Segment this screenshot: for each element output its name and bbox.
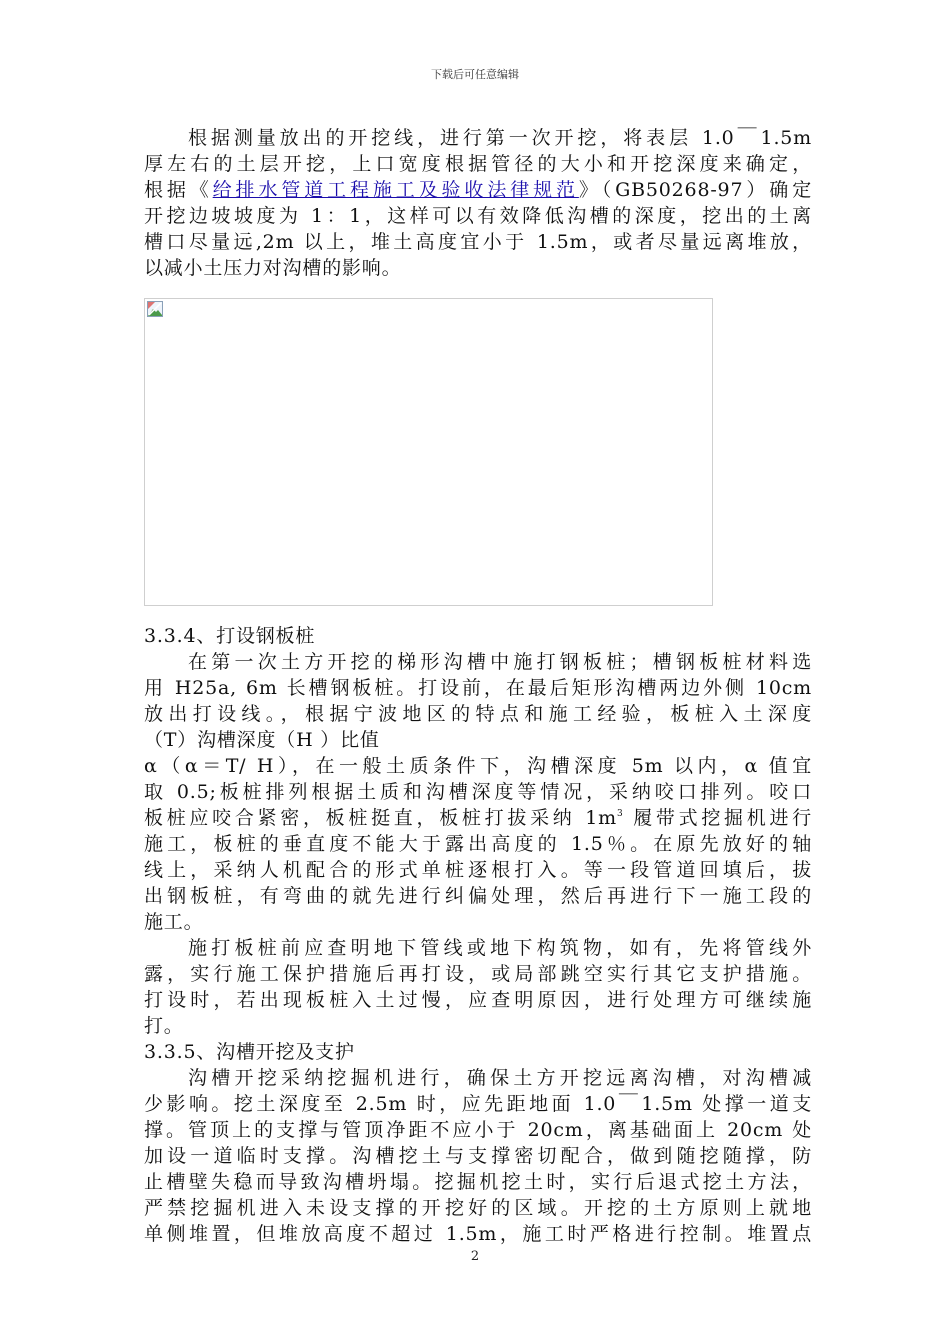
text-line: 严禁挖掘机进入未设支撑的开挖好的区域。开挖的土方原则上就地 (144, 1197, 812, 1219)
text-span: 板桩应咬合紧密，板桩挺直，板桩打拔采纳 1m (144, 807, 617, 829)
text-line: 少影响。挖土深度至 2.5m 时，应先距地面 1.0￣1.5m 处撑一道支 (144, 1093, 812, 1115)
broken-image-icon (147, 301, 163, 317)
text-line: 撑。管顶上的支撑与管顶净距不应小于 20cm，离基础面上 20cm 处 (144, 1119, 812, 1141)
section-heading: 3.3.5、沟槽开挖及支护 (144, 1041, 355, 1063)
embedded-image-placeholder (144, 298, 713, 606)
text-line (144, 178, 812, 202)
text-line: 根据测量放出的开挖线，进行第一次开挖，将表层 1.0￣1.5m (188, 127, 812, 149)
text-span: 根据《 (144, 179, 213, 201)
page-number: 2 (470, 1249, 480, 1264)
text-line: 取 0.5;板桩排列根据土质和沟槽深度等情况，采纳咬口排列。咬口 (144, 781, 812, 803)
text-span: 履带式挖掘机进行 (623, 807, 812, 829)
text-line: 在第一次土方开挖的梯形沟槽中施打钢板桩；槽钢板桩材料选 (188, 651, 812, 673)
text-line: 止槽壁失稳而导致沟槽坍塌。挖掘机挖土时，实行后退式挖土方法， (144, 1171, 812, 1193)
superscript: 3 (616, 809, 624, 819)
text-line: 出钢板桩，有弯曲的就先进行纠偏处理，然后再进行下一施工段的 (144, 885, 812, 907)
text-line: 施打板桩前应查明地下管线或地下构筑物，如有，先将管线外 (188, 937, 812, 959)
text-line: 线上，采纳人机配合的形式单桩逐根打入。等一段管道回填后，拔 (144, 859, 812, 881)
standard-link[interactable]: 给排水管道工程施工及验收法律规范 (212, 179, 579, 201)
text-line (144, 806, 812, 830)
text-line: α（α＝T/ H），在一般土质条件下，沟槽深度 5m 以内，α 值宜 (144, 755, 812, 777)
text-line: 单侧堆置，但堆放高度不超过 1.5m，施工时严格进行控制。堆置点 (144, 1223, 812, 1245)
text-line: 厚左右的土层开挖，上口宽度根据管径的大小和开挖深度来确定， (144, 153, 812, 175)
text-line: 打。 (144, 1015, 184, 1037)
text-line: 加设一道临时支撑。沟槽挖土与支撑密切配合，做到随挖随撑，防 (144, 1145, 812, 1167)
text-line: 施工，板桩的垂直度不能大于露出高度的 1.5％。在原先放好的轴 (144, 833, 812, 855)
text-line: 打设时，若出现板桩入土过慢，应查明原因，进行处理方可继续施 (144, 989, 812, 1011)
text-line: 以减小土压力对沟槽的影响。 (144, 257, 402, 279)
text-line: 槽口尽量远,2m 以上，堆土高度宜小于 1.5m，或者尽量远离堆放， (144, 231, 812, 253)
text-line: 用 H25a, 6m 长槽钢板桩。打设前，在最后矩形沟槽两边外侧 10cm (144, 677, 812, 699)
text-line: （T）沟槽深度（H ）比值 (144, 729, 380, 751)
section-heading: 3.3.4、打设钢板桩 (144, 625, 316, 647)
text-line: 放出打设线。，根据宁波地区的特点和施工经验，板桩入土深度 (144, 703, 812, 725)
text-line: 沟槽开挖采纳挖掘机进行，确保土方开挖远离沟槽，对沟槽减 (188, 1067, 812, 1089)
text-line: 施工。 (144, 911, 204, 933)
text-line: 开挖边坡坡度为 1：1，这样可以有效降低沟槽的深度，挖出的土离 (144, 205, 812, 227)
text-span: 》（GB50268-97）确定 (578, 179, 812, 201)
text-line: 露，实行施工保护措施后再打设，或局部跳空实行其它支护措施。 (144, 963, 812, 985)
page-header: 下载后可任意编辑 (431, 68, 519, 81)
